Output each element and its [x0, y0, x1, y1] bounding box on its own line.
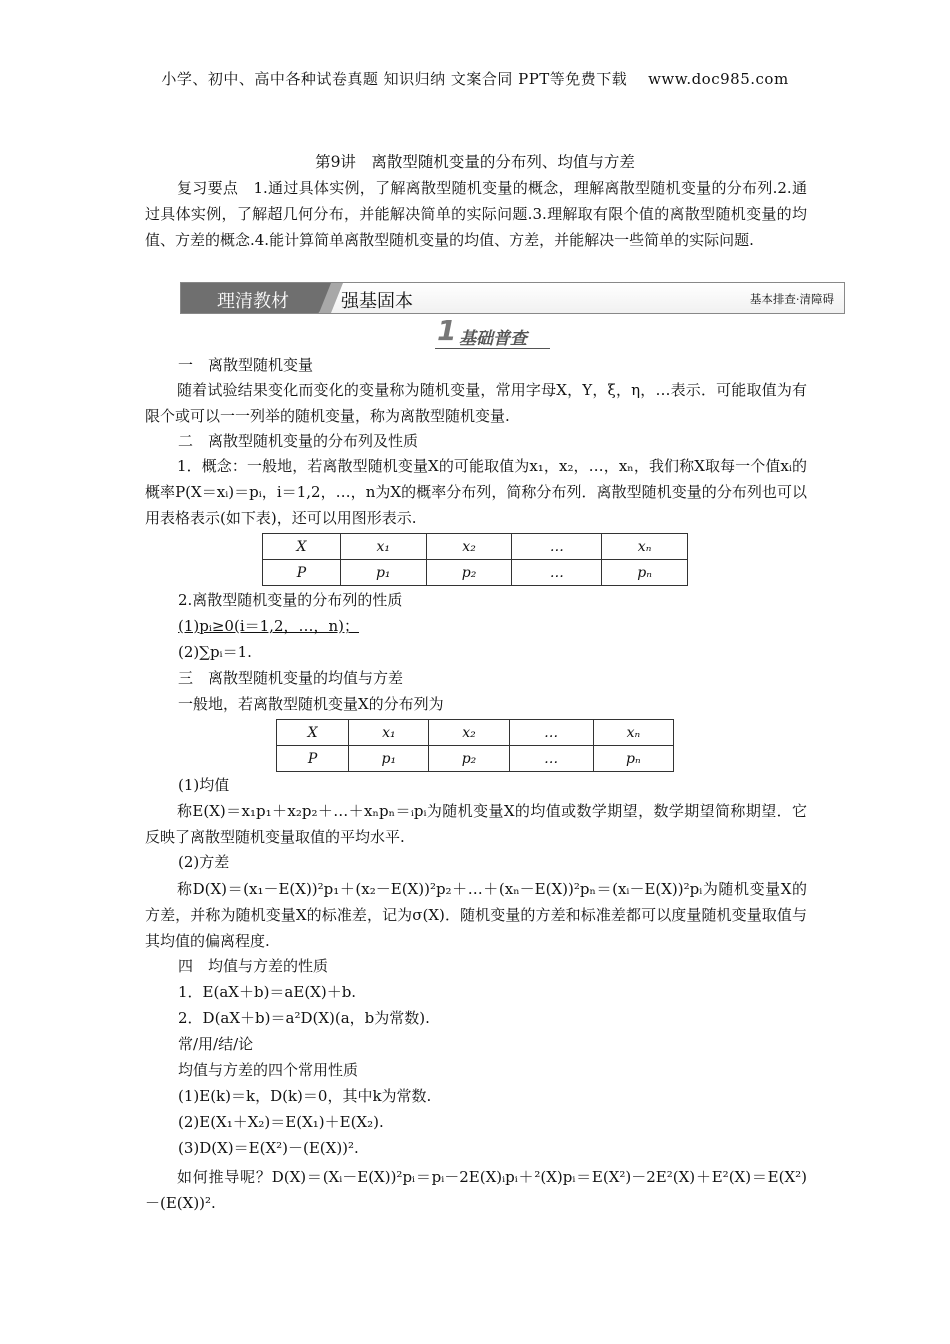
- s2-concept: 1．概念：一般地，若离散型随机变量X的可能取值为x₁，x₂，…，xₙ，我们称X取每一个值xᵢ的概率P(X＝xᵢ)＝pᵢ，i＝1,2，…，n为X的概率分布列，简称分布列．离散型随机变量的分布列也可以用表格表示(如下表)，还可以用图形表示.: [145, 457, 807, 527]
- banner-right-label: 强基固本: [341, 291, 413, 312]
- table-row: [263, 560, 688, 586]
- s3-heading: 三 离散型随机变量的均值与方差: [178, 669, 404, 687]
- subheading-text: 基础普查: [459, 329, 527, 349]
- s3-var-heading: (2)方差: [178, 853, 230, 871]
- table-cell: X: [263, 534, 341, 560]
- table-cell: x₂: [426, 534, 512, 560]
- table-cell: x₁: [349, 720, 429, 746]
- common-conclusion-label: 常/用/结/论: [178, 1035, 254, 1053]
- banner-left-label: 理清教材: [217, 291, 289, 312]
- s4-p2: 2．D(aX＋b)＝a²D(X)(a，b为常数).: [178, 1009, 430, 1027]
- table-cell: …: [509, 720, 593, 746]
- page-header: 小学、初中、高中各种试卷真题 知识归纳 文案合同 PPT等免费下载 www.doc985.com: [161, 70, 789, 88]
- table-cell: x₁: [340, 534, 426, 560]
- s3-mean-heading: (1)均值: [178, 776, 230, 794]
- distribution-table-2: [276, 719, 674, 772]
- table-cell: P: [277, 746, 349, 772]
- table-cell: pₙ: [602, 560, 688, 586]
- distribution-table-1: [262, 533, 688, 586]
- s1-text: 随着试验结果变化而变化的变量称为随机变量，常用字母X，Y，ξ，η，…表示．可能取值为有限个或可以一一列举的随机变量，称为离散型随机变量.: [145, 381, 807, 425]
- table-cell: p₂: [429, 746, 509, 772]
- s2-prop1: (1)pᵢ≥0(i＝1,2，…，n)；: [178, 617, 359, 635]
- table-cell: xₙ: [593, 720, 673, 746]
- property-c1: (1)E(k)＝k，D(k)＝0，其中k为常数.: [178, 1087, 432, 1105]
- table-cell: p₁: [349, 746, 429, 772]
- s2-heading: 二 离散型随机变量的分布列及性质: [178, 432, 419, 450]
- s2-prop2: (2)∑pᵢ＝1.: [178, 643, 252, 661]
- s3-mean-text: 称E(X)＝x₁p₁＋x₂p₂＋…＋xₙpₙ＝ᵢpᵢ为随机变量X的均值或数学期望，数学期望简称期望．它反映了离散型随机变量取值的平均水平.: [145, 802, 807, 846]
- s2-prop-heading: 2.离散型随机变量的分布列的性质: [178, 591, 403, 609]
- page-title: 第9讲 离散型随机变量的分布列、均值与方差: [315, 153, 635, 171]
- table-cell: p₂: [426, 560, 512, 586]
- section-banner: [180, 282, 845, 314]
- subheading: [435, 314, 550, 349]
- banner-tag: 基本排查·清障碍: [749, 292, 834, 306]
- table-cell: …: [509, 746, 593, 772]
- review-points: 复习要点 1.通过具体实例，了解离散型随机变量的概念，理解离散型随机变量的分布列.2.通过具体实例，了解超几何分布，并能解决简单的实际问题.3.理解取有限个值的离散型随机变量的均值、方差的概念.4.能计算简单离散型随机变量的均值、方差，并能解决一些简单的实际问题.: [145, 179, 807, 249]
- table-cell: X: [277, 720, 349, 746]
- derivation-text: 如何推导呢？D(X)＝(Xᵢ－E(X))²pᵢ＝pᵢ－2E(X)ᵢpᵢ＋²(X)pᵢ＝E(X²)－2E²(X)＋E²(X)＝E(X²)－(E(X))².: [145, 1168, 807, 1212]
- table-row: [263, 534, 688, 560]
- table-cell: P: [263, 560, 341, 586]
- s3-intro: 一般地，若离散型随机变量X的分布列为: [178, 695, 444, 713]
- s3-var-text: 称D(X)＝(x₁－E(X))²p₁＋(x₂－E(X))²p₂＋…＋(xₙ－E(X))²pₙ＝(xᵢ－E(X))²pᵢ为随机变量X的方差，并称为随机变量X的标准差，记为σ(X)．随机变量的方差和标准差都可以度量随机变量取值与其均值的偏离程度.: [145, 880, 807, 950]
- s4-heading: 四 均值与方差的性质: [178, 957, 329, 975]
- four-properties-heading: 均值与方差的四个常用性质: [178, 1061, 359, 1079]
- table-row: [277, 720, 674, 746]
- s4-p1: 1．E(aX＋b)＝aE(X)＋b.: [178, 983, 357, 1001]
- property-c3: (3)D(X)＝E(X²)－(E(X))².: [178, 1139, 359, 1157]
- table-row: [277, 746, 674, 772]
- table-cell: x₂: [429, 720, 509, 746]
- table-cell: p₁: [340, 560, 426, 586]
- s1-heading: 一 离散型随机变量: [178, 356, 314, 374]
- subheading-number: 1: [437, 314, 457, 347]
- table-cell: pₙ: [593, 746, 673, 772]
- property-c2: (2)E(X₁＋X₂)＝E(X₁)＋E(X₂).: [178, 1113, 384, 1131]
- table-cell: …: [512, 534, 602, 560]
- table-cell: …: [512, 560, 602, 586]
- table-cell: xₙ: [602, 534, 688, 560]
